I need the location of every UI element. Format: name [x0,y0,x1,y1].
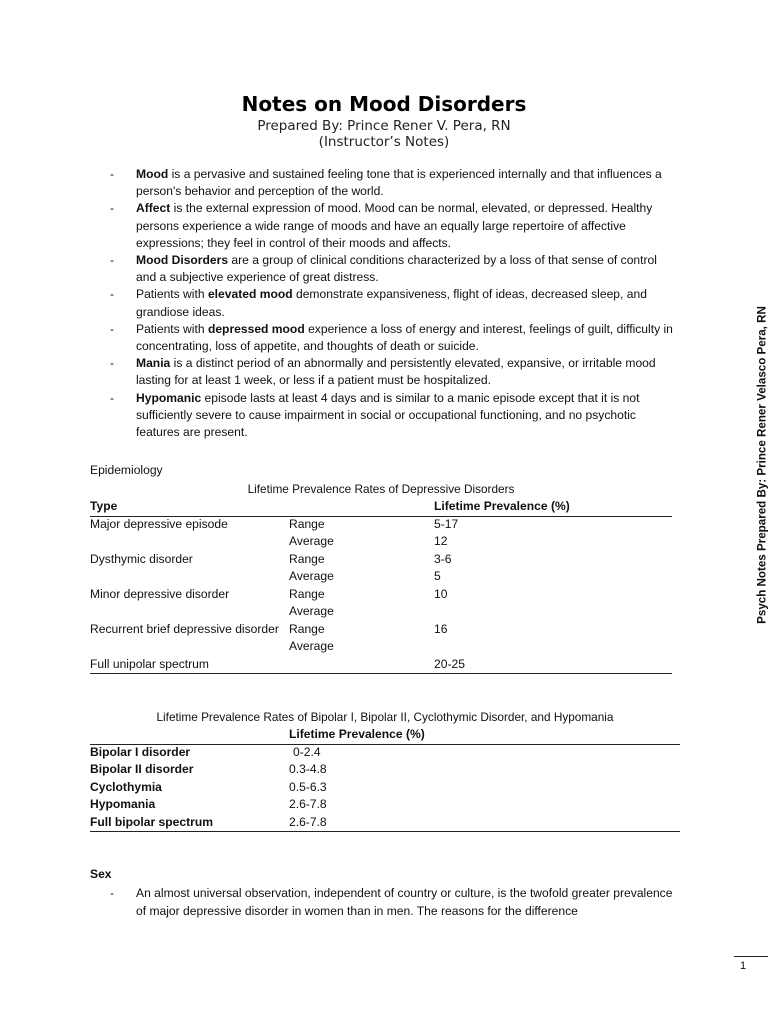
definition: experience a loss of energy and interest, feelings of guilt, difficulty in concentrating, loss of appetite, and thoughts of death or suicide. [136,321,673,354]
prepared-by: Prepared By: Prince Rener V. Pera, RN [257,118,511,134]
table1-rule-bottom [90,673,672,674]
term: Mania [136,356,171,371]
sex-paragraph [110,884,680,920]
definition: demonstrate expansiveness, flight of ideas, decreased sleep, and grandiose ideas. [136,287,647,319]
term: Mood Disorders [136,253,229,268]
list-item: - Patients with elevated mood demonstrate expansiveness, flight of ideas, decreased sleep, and grandiose ideas. [110,287,647,319]
header-prevalence: Lifetime Prevalence (%) [434,499,570,513]
row-value: 5 [434,569,441,583]
table2-header [90,726,680,743]
row-type: Recurrent brief depressive disorder [90,622,279,636]
row-type: Dysthymic disorder [90,552,193,566]
table-row [90,744,680,761]
row-type: Cyclothymia [90,780,162,794]
definitions-list [110,166,680,441]
side-margin-text: Psych Notes Prepared By: Prince Rener Velasco Pera, RN [755,306,768,624]
row-measure: Average [289,604,334,618]
row-type: Full unipolar spectrum [90,657,209,671]
row-value: 0.3-4.8 [289,762,327,776]
list-item: - Mood is a pervasive and sustained feeling tone that is experienced internally and that influences a person's behavior and perception of the world. [110,167,662,199]
table-row [90,621,672,638]
table-row [90,516,672,533]
prefix: Patients with [136,287,208,302]
row-value: 2.6-7.8 [289,797,327,811]
bullet-dash: - [110,886,115,900]
table-row [90,656,672,673]
term: elevated mood [207,287,293,302]
epidemiology-heading: Epidemiology [90,463,163,477]
table-row [90,779,680,796]
row-value: 3-6 [434,552,452,566]
sex-text: An almost universal observation, independent of country or culture, is the twofold greater prevalence of major depressive disorder in women than in men. The reasons for the difference [136,886,673,918]
row-measure: Range [289,517,325,531]
term: Hypomanic [136,390,202,405]
row-value: 12 [434,534,448,548]
header-type: Type [90,499,118,513]
row-measure: Range [289,622,325,636]
row-type: Bipolar I disorder [90,745,191,759]
row-measure: Average [289,639,334,653]
row-type: Major depressive episode [90,517,228,531]
row-type: Minor depressive disorder [90,587,230,601]
row-value: 0.5-6.3 [289,780,327,794]
definition: episode lasts at least 4 days and is similar to a manic episode except that it is not sufficiently severe to cause impairment in social or occupational functioning, and no psychotic features are present. [136,390,640,440]
row-value: 0-2.4 [293,745,321,759]
table-row [90,761,680,778]
instructor-notes: (Instructor’s Notes) [318,134,450,150]
row-type: Bipolar II disorder [90,762,194,776]
definition: is the external expression of mood. Mood can be normal, elevated, or depressed. Healthy persons experience a wide range of moods and have an equally large repertoire of affective expressions; they feel in control of their moods and affects. [136,201,653,250]
footer-rule [734,956,768,957]
definition: is a pervasive and sustained feeling tone that is experienced internally and that influences a person's behavior and perception of the world. [136,167,662,199]
table-row [90,533,672,550]
table-row [90,796,680,813]
row-type: Hypomania [90,797,156,811]
row-type: Full bipolar spectrum [90,815,213,829]
page-number: 1 [740,960,747,972]
table-row [90,603,672,620]
header-prevalence: Lifetime Prevalence (%) [289,727,425,741]
sex-heading: Sex [90,867,112,881]
table1-caption: Lifetime Prevalence Rates of Depressive Disorders [247,482,515,496]
row-measure: Range [289,587,325,601]
row-measure: Range [289,552,325,566]
table1-header [90,498,672,515]
list-item: - Mood Disorders are a group of clinical conditions characterized by a loss of that sense of control and a subjective experience of great distress. [110,253,657,285]
table-row [90,586,672,603]
term: Affect [136,201,171,216]
row-value: 10 [434,587,448,601]
list-item: - Patients with depressed mood experience a loss of energy and interest, feelings of guilt, difficulty in concentrating, loss of appetite, and thoughts of death or suicide. [110,321,673,354]
list-item: - Mania is a distinct period of an abnormally and persistently elevated, expansive, or irritable mood lasting for at least 1 week, or less if a patient must be hospitalized. [110,356,656,388]
prefix: Patients with [136,321,208,336]
row-measure: Average [289,569,334,583]
row-value: 20-25 [434,657,465,671]
row-value: 2.6-7.8 [289,815,327,829]
list-item: - Affect is the external expression of mood. Mood can be normal, elevated, or depressed. Healthy persons experience a wide range of moods and have an equally large repertoire of affective expressions; they feel in control of their moods and affects. [110,201,653,250]
definition: are a group of clinical conditions characterized by a loss of that sense of control and a subjective experience of great distress. [136,253,657,285]
table2-caption: Lifetime Prevalence Rates of Bipolar I, Bipolar II, Cyclothymic Disorder, and Hypomania [156,710,614,724]
term: Mood [136,167,169,181]
page-title: Notes on Mood Disorders [241,92,527,116]
row-value: 5-17 [434,517,459,531]
table-row [90,814,680,831]
row-value: 16 [434,622,448,636]
table2-rule-bottom [90,831,680,832]
definition: is a distinct period of an abnormally and persistently elevated, expansive, or irritable mood lasting for at least 1 week, or less if a patient must be hospitalized. [136,356,656,388]
table-row [90,638,672,655]
table-row [90,551,672,568]
list-item: - Hypomanic episode lasts at least 4 days and is similar to a manic episode except that it is not sufficiently severe to cause impairment in social or occupational functioning, and no psychotic features are present. [110,390,640,440]
row-measure: Average [289,534,334,548]
term: depressed mood [207,321,305,336]
table-row [90,568,672,585]
